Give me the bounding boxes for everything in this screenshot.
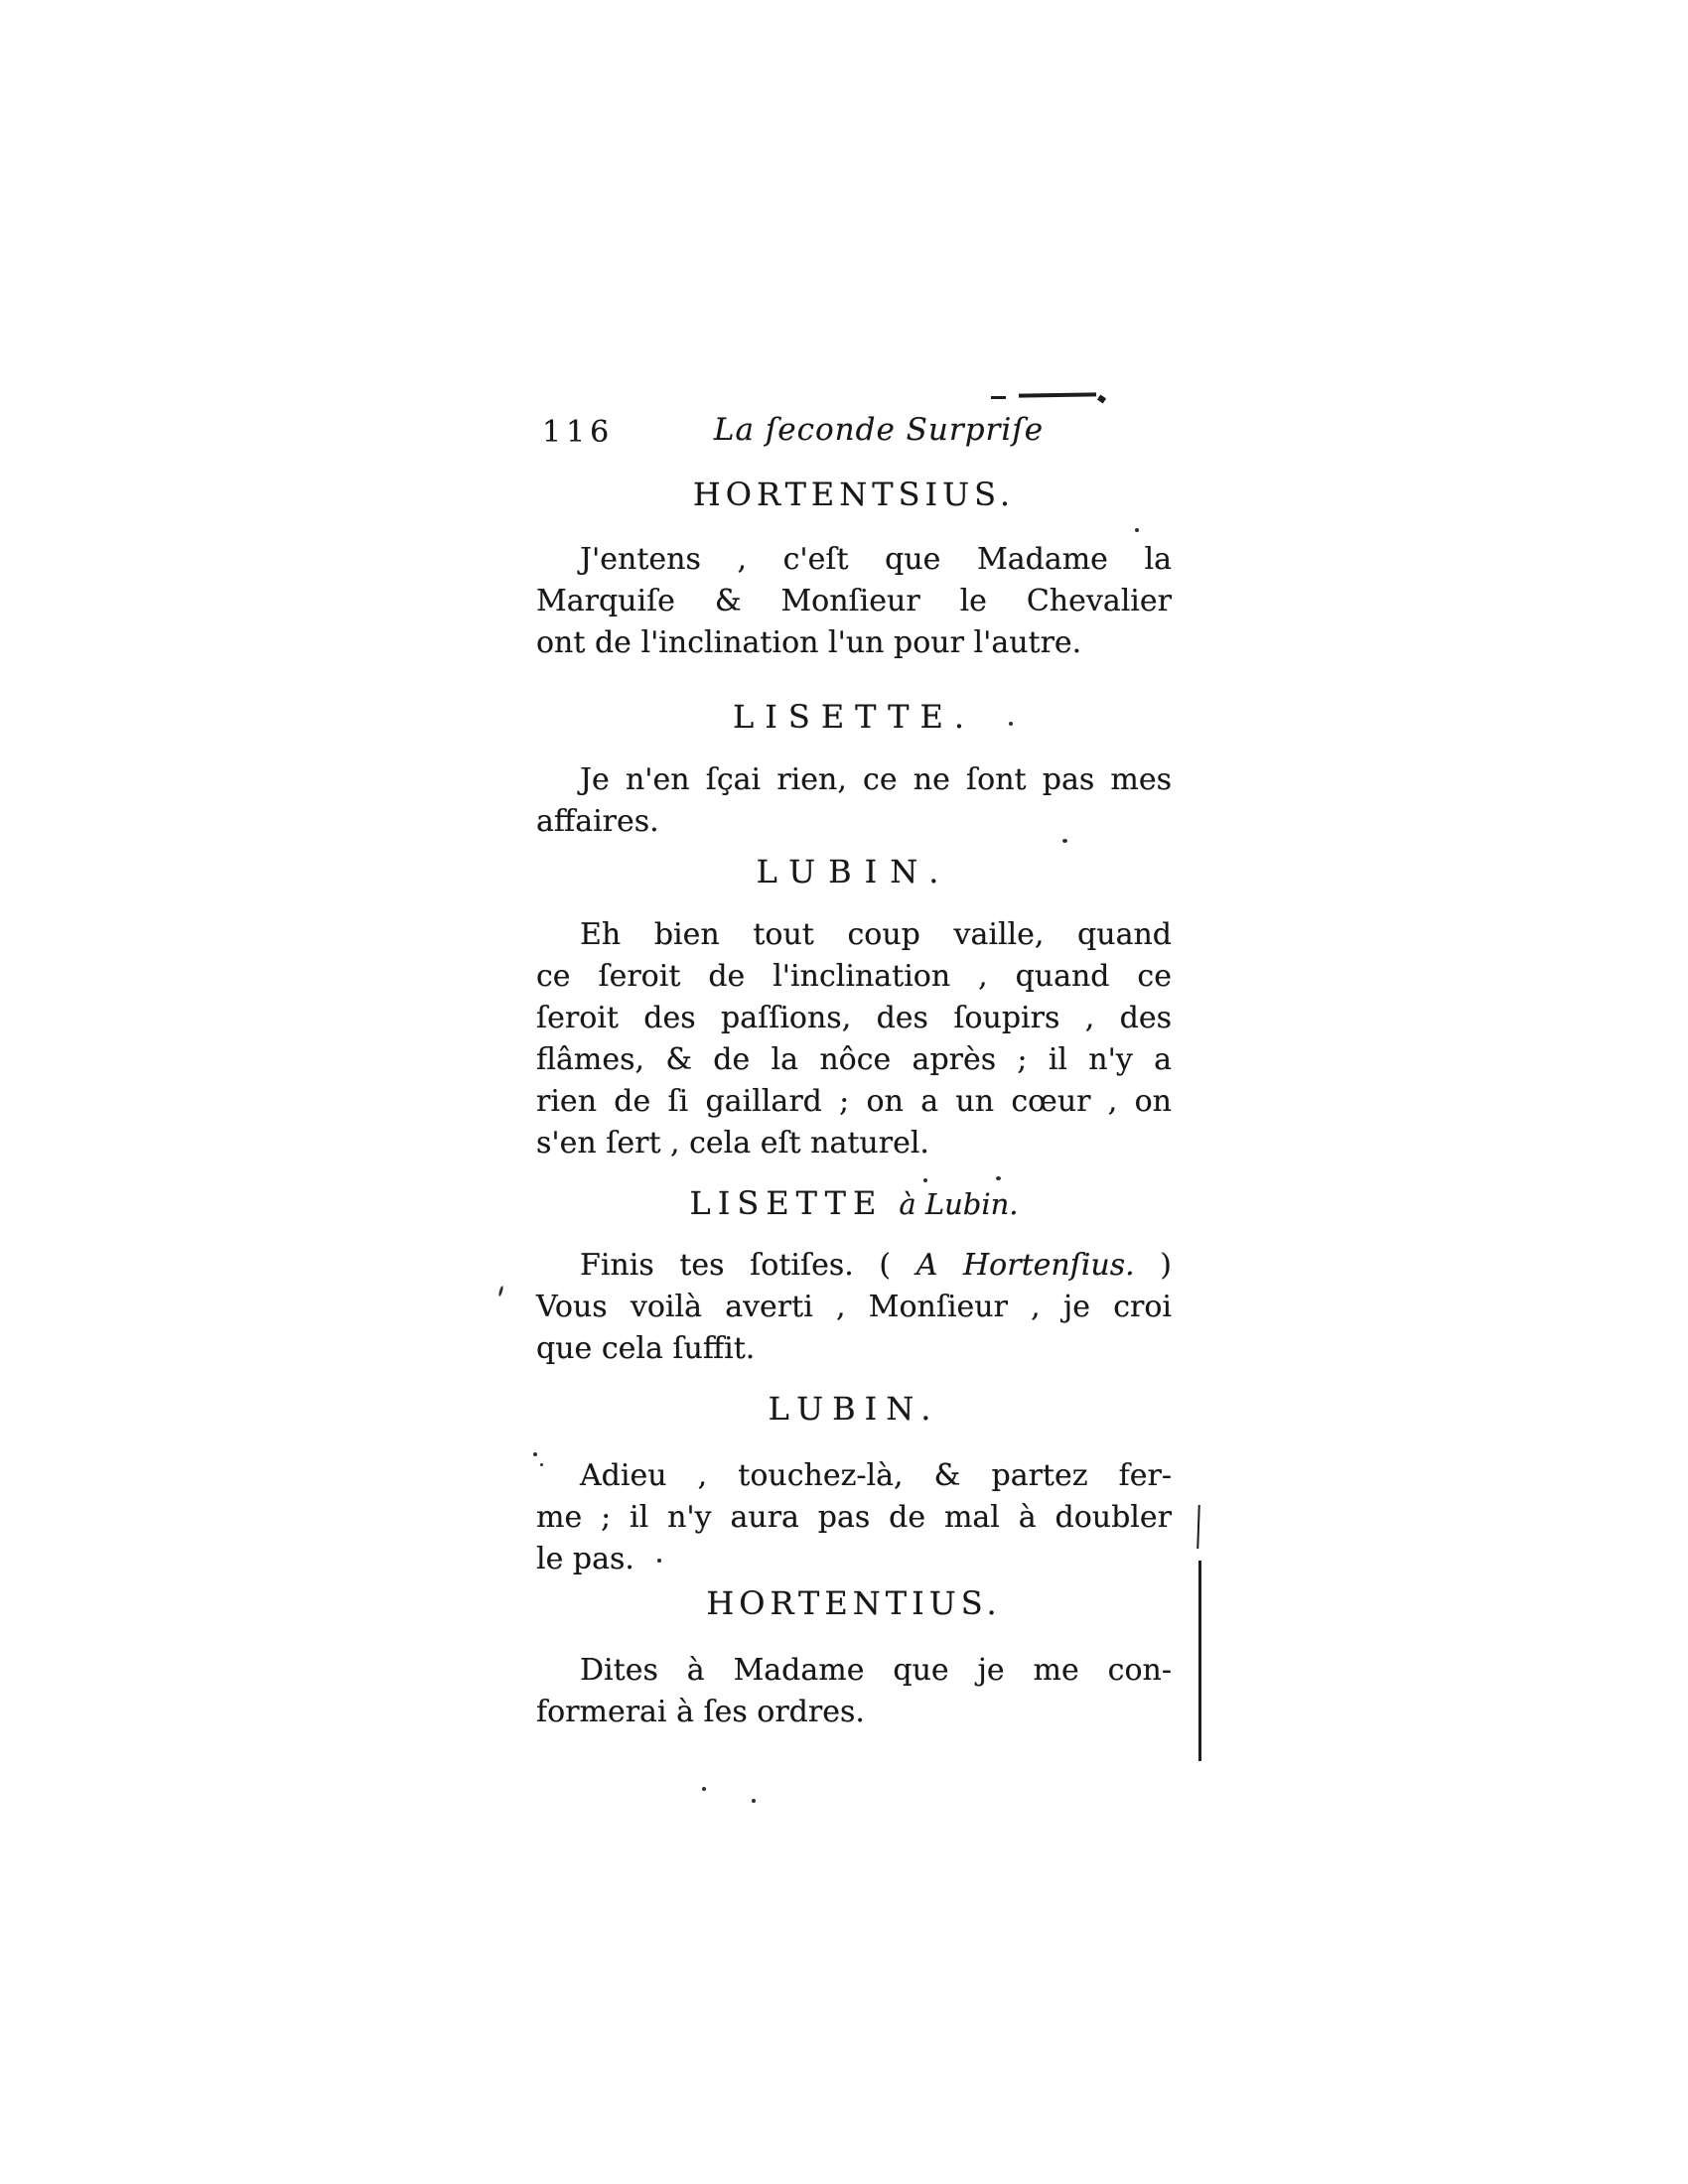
- speech-line: me ; il n'y aura pas de mal à doubler: [536, 1500, 1172, 1535]
- speaker-heading-hortentius: HORTENTIUS.: [706, 1584, 1002, 1622]
- scan-artifact-vertical-line: [1198, 1561, 1201, 1761]
- ink-speck: [923, 1178, 927, 1182]
- speaker-heading-lubin: LUBIN.: [756, 853, 952, 890]
- scan-artifact-dash-tail: [1097, 395, 1106, 404]
- speech-line-roman: ): [1134, 1248, 1172, 1283]
- speech-paragraph: [536, 914, 1172, 1164]
- speaker-name: LISETTE: [689, 1184, 884, 1222]
- scan-artifact-dash-short: [991, 396, 1006, 399]
- speech-line: ont de l'inclination l'un pour l'autre.: [536, 625, 1082, 660]
- speech-paragraph: [536, 1455, 1172, 1580]
- running-title: La ſeconde Surpriſe: [713, 412, 1045, 448]
- speaker-heading-lisette-a-lubin: [536, 1182, 1172, 1225]
- page-text-block: [536, 412, 1172, 1733]
- ink-speck: [996, 1176, 1001, 1180]
- ink-speck: [540, 1463, 543, 1466]
- speech-paragraph: [536, 1245, 1172, 1370]
- speech-line: que cela ſuffit.: [536, 1331, 756, 1366]
- ink-speck: [1009, 722, 1013, 726]
- speech-line: Dites à Madame que je me con-: [580, 1653, 1172, 1688]
- stage-direction-inline: A Hortenſius.: [915, 1248, 1135, 1283]
- speaker-heading-hortentsius: HORTENTSIUS.: [692, 476, 1016, 513]
- speech-line: ſeroit des paſſions, des ſoupirs , des: [536, 1001, 1172, 1035]
- speech-line: Marquiſe & Monſieur le Chevalier: [536, 584, 1172, 618]
- speech-line: [536, 1245, 1172, 1287]
- stage-direction: à Lubin.: [899, 1187, 1019, 1221]
- ink-speck: [702, 1787, 706, 1791]
- speech-paragraph: [536, 759, 1172, 843]
- page-number: 116: [542, 415, 615, 450]
- speech-line: rien de ſi gaillard ; on a un cœur , on: [536, 1084, 1172, 1119]
- ink-speck: [657, 1559, 661, 1563]
- ink-speck: [752, 1799, 756, 1803]
- speech-line: Eh bien tout coup vaille, quand: [580, 917, 1172, 952]
- speech-line-roman: Finis tes ſotiſes. (: [580, 1248, 916, 1283]
- speaker-heading-lisette: LISETTE.: [733, 698, 975, 736]
- speech-line: ce ſeroit de l'inclination , quand ce: [536, 959, 1172, 994]
- speech-paragraph: [536, 1650, 1172, 1733]
- speech-line: J'entens , c'eſt que Madame la: [580, 542, 1172, 577]
- speech-line: Je n'en ſçai rien, ce ne ſont pas mes: [580, 762, 1172, 797]
- speech-line: affaires.: [536, 804, 659, 839]
- scan-artifact-vertical-line: [1196, 1505, 1200, 1549]
- speech-line: le pas.: [536, 1542, 634, 1576]
- speech-line: formerai à ſes ordres.: [536, 1695, 865, 1729]
- ink-speck: [533, 1452, 537, 1456]
- speaker-heading-lubin: LUBIN.: [768, 1390, 940, 1428]
- scan-artifact-dash-long: [1019, 392, 1096, 397]
- running-header: [536, 412, 1172, 458]
- speech-line: Vous voilà averti , Monſieur , je croi: [536, 1290, 1172, 1324]
- ink-speck: [1062, 839, 1067, 843]
- speech-paragraph: [536, 539, 1172, 664]
- speech-line: s'en ſert , cela eſt naturel.: [536, 1126, 929, 1160]
- ink-speck: [498, 1286, 504, 1297]
- speech-line: Adieu , touchez-là, & partez fer-: [580, 1458, 1172, 1493]
- ink-speck: [1135, 528, 1139, 532]
- speech-line: flâmes, & de la nôce après ; il n'y a: [536, 1042, 1172, 1077]
